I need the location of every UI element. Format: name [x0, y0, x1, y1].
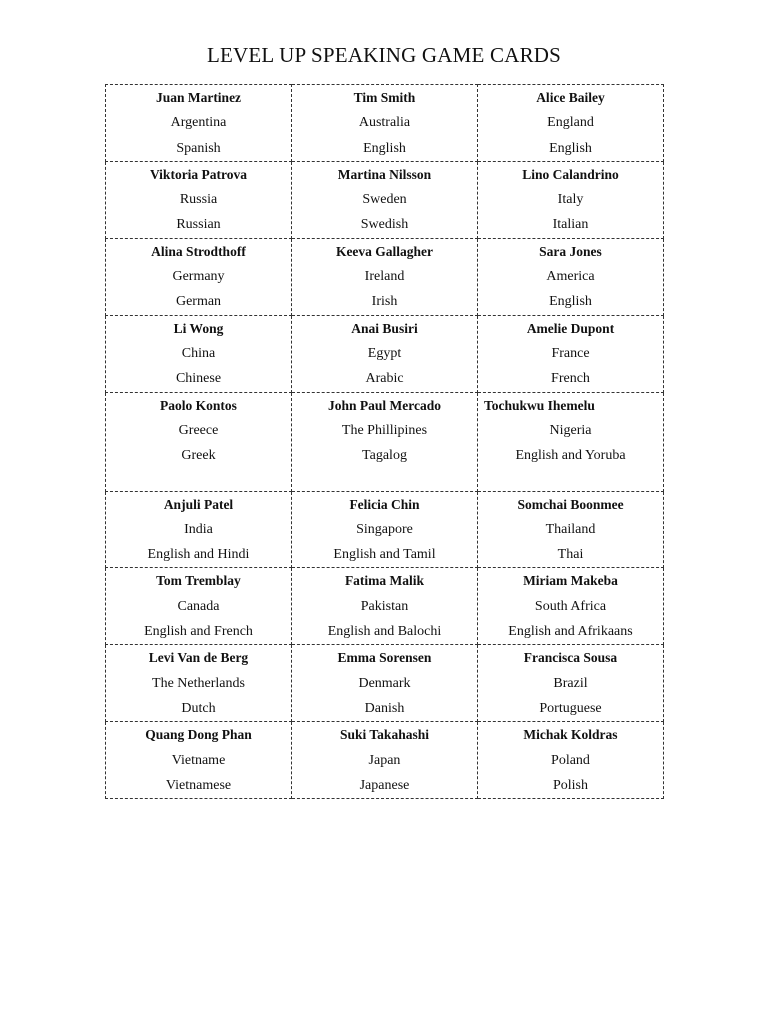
- card-name: Quang Dong Phan: [145, 727, 252, 743]
- card-language: Vietnamese: [165, 777, 232, 793]
- card-country: France: [551, 345, 590, 361]
- game-card: [106, 315, 292, 392]
- card-name: Li Wong: [173, 320, 224, 336]
- card-row: [106, 392, 664, 491]
- card-country: England: [547, 115, 594, 131]
- card-name: Tochukwu Ihemelu: [484, 397, 595, 413]
- card-country: Thailand: [545, 521, 596, 537]
- card-name: Juan Martinez: [155, 90, 242, 105]
- card-row: [106, 491, 664, 568]
- game-card: [478, 722, 664, 799]
- card-country: Singapore: [356, 521, 413, 537]
- game-card: [292, 722, 478, 799]
- game-card: [106, 645, 292, 722]
- card-name: Tom Tremblay: [156, 573, 241, 589]
- game-card: [106, 392, 292, 491]
- page-title: LEVEL UP SPEAKING GAME CARDS: [206, 43, 562, 67]
- card-language: Tagalog: [362, 448, 407, 464]
- card-country: Vietname: [171, 752, 226, 768]
- card-language: Thai: [557, 547, 584, 563]
- card-country: Brazil: [553, 675, 588, 691]
- card-name: Michak Koldras: [523, 727, 618, 743]
- card-name: Emma Sorensen: [337, 650, 432, 666]
- card-language: English: [549, 140, 592, 156]
- card-name: Suki Takahashi: [340, 727, 429, 743]
- card-country: The Netherlands: [152, 675, 245, 691]
- game-card: [292, 238, 478, 315]
- card-language: Irish: [371, 294, 398, 310]
- card-name: Sara Jones: [539, 243, 602, 259]
- card-language: Japanese: [359, 777, 410, 793]
- game-card: [478, 238, 664, 315]
- game-cards-table: [105, 84, 664, 799]
- card-country: Argentina: [170, 115, 227, 131]
- card-country: Denmark: [358, 675, 411, 691]
- game-card: [292, 315, 478, 392]
- card-language: Portuguese: [539, 700, 602, 716]
- card-country: Japan: [368, 752, 401, 768]
- card-country: America: [546, 269, 595, 285]
- card-country: Canada: [177, 598, 220, 614]
- game-card: [106, 161, 292, 238]
- card-country: Poland: [551, 752, 590, 768]
- card-country: Nigeria: [549, 422, 592, 438]
- game-card: [292, 161, 478, 238]
- card-language: Dutch: [181, 700, 216, 716]
- card-name: Levi Van de Berg: [148, 650, 249, 666]
- game-card: [478, 392, 664, 491]
- card-language: Swedish: [360, 217, 409, 233]
- game-card: [478, 315, 664, 392]
- game-card: [478, 568, 664, 645]
- card-country: Ireland: [364, 269, 405, 285]
- card-language: English: [549, 294, 592, 310]
- card-name: Viktoria Patrova: [149, 166, 248, 182]
- card-name: Anjuli Patel: [163, 496, 234, 512]
- card-name: Tim Smith: [353, 90, 416, 105]
- card-name: Keeva Gallagher: [335, 243, 434, 259]
- game-card: [106, 85, 292, 162]
- card-language: English and Afrikaans: [508, 624, 633, 640]
- card-name: Paolo Kontos: [160, 397, 237, 413]
- card-language: Italian: [552, 217, 589, 233]
- card-language: English and French: [144, 624, 253, 640]
- card-language: Russian: [176, 217, 221, 233]
- card-name: Lino Calandrino: [522, 166, 619, 182]
- game-card: [106, 491, 292, 568]
- card-country: The Phillipines: [341, 422, 428, 438]
- card-row: [106, 722, 664, 799]
- card-language: Arabic: [365, 371, 404, 387]
- game-card: [292, 645, 478, 722]
- card-language: Danish: [364, 700, 405, 716]
- game-card: [292, 568, 478, 645]
- game-card: [478, 491, 664, 568]
- card-name: Martina Nilsson: [337, 166, 432, 182]
- card-language: English and Tamil: [333, 547, 436, 563]
- card-country: South Africa: [534, 598, 607, 614]
- card-country: Germany: [172, 269, 225, 285]
- card-language: English and Balochi: [327, 624, 442, 640]
- card-country: Italy: [557, 192, 584, 208]
- card-language: French: [551, 371, 590, 387]
- card-country: Sweden: [362, 192, 407, 208]
- card-country: Pakistan: [360, 598, 409, 614]
- game-card: [106, 722, 292, 799]
- card-row: [106, 645, 664, 722]
- game-card: [292, 392, 478, 491]
- game-card: [292, 85, 478, 162]
- card-language: English and Hindi: [147, 547, 250, 563]
- game-card: [106, 568, 292, 645]
- card-name: Francisca Sousa: [523, 650, 618, 666]
- card-country: India: [184, 521, 213, 537]
- game-card: [106, 238, 292, 315]
- card-language: Polish: [552, 777, 588, 793]
- card-country: Greece: [178, 422, 219, 438]
- card-country: China: [181, 345, 216, 361]
- card-country: Egypt: [367, 345, 402, 361]
- card-name: Miriam Makeba: [523, 573, 618, 589]
- card-language: English and Yoruba: [515, 448, 626, 464]
- card-row: [106, 315, 664, 392]
- card-name: Alina Strodthoff: [151, 243, 246, 259]
- card-language: Spanish: [176, 140, 221, 156]
- game-card: [292, 491, 478, 568]
- card-name: Anai Busiri: [351, 320, 418, 336]
- game-card: [478, 85, 664, 162]
- card-country: Russia: [179, 192, 218, 208]
- card-name: Amelie Dupont: [526, 320, 615, 336]
- card-row: [106, 238, 664, 315]
- card-language: Greek: [181, 448, 216, 464]
- card-name: Fatima Malik: [344, 573, 425, 589]
- card-row: [106, 161, 664, 238]
- card-language: English: [363, 140, 406, 156]
- game-card: [478, 161, 664, 238]
- card-row: [106, 85, 664, 162]
- card-language: German: [175, 294, 222, 310]
- card-language: Chinese: [175, 371, 222, 387]
- card-name: Felicia Chin: [349, 496, 420, 512]
- card-row: [106, 568, 664, 645]
- card-name: Somchai Boonmee: [517, 496, 624, 512]
- game-card: [478, 645, 664, 722]
- card-name: John Paul Mercado: [327, 397, 441, 413]
- card-name: Alice Bailey: [536, 90, 605, 105]
- card-country: Australia: [358, 115, 411, 131]
